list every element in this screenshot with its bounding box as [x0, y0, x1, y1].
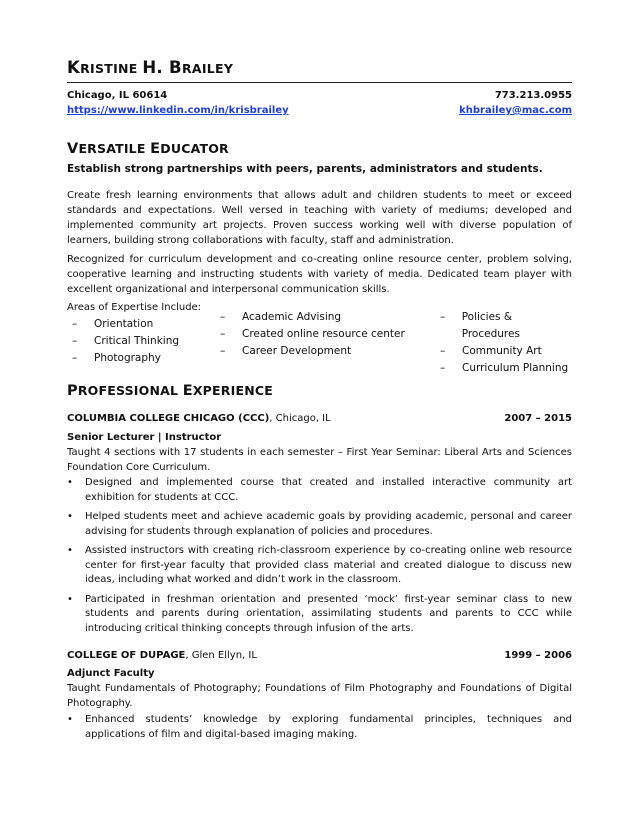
- summary-paragraph-2: Recognized for curriculum development and co-creating online resource center, problem solving, cooperative learning and instructing students with variety of media. Dedicated team player with excellent organizational and interpersonal communication skills.: [67, 254, 572, 295]
- job-location: , Glen Ellyn, IL: [185, 650, 257, 661]
- summary-tagline: Establish strong partnerships with peers, parents, administrators and students.: [67, 163, 543, 175]
- job-dates: 2007 – 2015: [504, 413, 572, 424]
- contact-row-2: [67, 103, 572, 118]
- job-role: Senior Lecturer | Instructor: [67, 432, 222, 443]
- email-link[interactable]: khbrailey@mac.com: [459, 105, 572, 116]
- expertise-item: – Created online resource center: [220, 328, 405, 340]
- summary-paragraph-1: Create fresh learning environments that allows adult and children students to meet or exceed standards and expectations. Well versed in teaching with variety of mediums; developed and implemented community art projects. Proven success working well with diverse population of learners, building strong collaborations with faculty, staff and administration.: [67, 190, 572, 246]
- expertise-list: [67, 311, 572, 374]
- expertise-item: – Career Development: [220, 345, 352, 357]
- job-entry-ccc: [67, 411, 572, 636]
- list-item: • Participated in freshman orientation and presented ‘mock’ first-year seminar class to new students and parents during orientation, assimilating students and parents to CCC while introducing critical thinking concepts through infusion of the arts.: [67, 593, 572, 634]
- expertise-item: – Curriculum Planning: [440, 362, 569, 374]
- list-item: • Helped students meet and achieve academic goals by providing academic, personal and career advising for students through explanation of policies and procedures.: [67, 511, 572, 537]
- header-divider: [67, 82, 572, 83]
- job-description: Taught 4 sections with 17 students in each semester – First Year Seminar: Liberal Arts and Sciences Foundation Core Curriculum.: [67, 447, 572, 473]
- job-bullets: [67, 713, 572, 742]
- contact-row-1: [67, 88, 572, 103]
- expertise-item: – Academic Advising: [220, 311, 342, 323]
- address: Chicago, IL 60614: [67, 90, 168, 101]
- job-dates: 1999 – 2006: [504, 650, 572, 661]
- job-location: , Chicago, IL: [269, 413, 331, 424]
- job-org: COLUMBIA COLLEGE CHICAGO (CCC): [67, 413, 270, 424]
- expertise-column-1: [72, 316, 179, 367]
- list-item: • Designed and implemented course that created and installed interactive community art exhibition for students at CCC.: [67, 477, 572, 503]
- expertise-label: Areas of Expertise Include:: [67, 302, 202, 313]
- job-bullets: [67, 476, 572, 636]
- experience-title: PROFESSIONAL EXPERIENCE: [67, 383, 273, 399]
- expertise-column-3: [440, 309, 572, 377]
- job-org: COLLEGE OF DUPAGE: [67, 650, 186, 661]
- list-item: • Enhanced students’ knowledge by exploring fundamental principles, techniques and applications of film and digital-based imaging making.: [67, 714, 572, 740]
- candidate-name: KRISTINE H. BRAILEY: [67, 58, 234, 77]
- resume-page: [67, 58, 572, 742]
- job-role: Adjunct Faculty: [67, 668, 155, 679]
- expertise-column-2: [220, 309, 405, 360]
- linkedin-link[interactable]: https://www.linkedin.com/in/krisbrailey: [67, 105, 289, 116]
- phone: 773.213.0955: [494, 90, 572, 101]
- list-item: • Assisted instructors with creating rich-classroom experience by co-creating online web resource center for first-year faculty that provided class material and created dialogue to discuss new ideas, including what worked and didn’t work in the classroom.: [67, 545, 572, 585]
- expertise-item: – Photography: [72, 352, 161, 364]
- job-header: [67, 648, 572, 663]
- job-description: Taught Fundamentals of Photography; Foundations of Film Photography and Foundations of Digital Photography.: [67, 683, 572, 709]
- expertise-item: – Critical Thinking: [72, 335, 180, 347]
- job-header: [67, 411, 572, 426]
- expertise-item: – Orientation: [72, 318, 154, 330]
- summary-title: VERSATILE EDUCATOR: [67, 141, 229, 157]
- expertise-item: – Community Art: [440, 345, 542, 357]
- job-entry-dupage: [67, 648, 572, 742]
- expertise-item: – Policies & Procedures: [440, 311, 520, 340]
